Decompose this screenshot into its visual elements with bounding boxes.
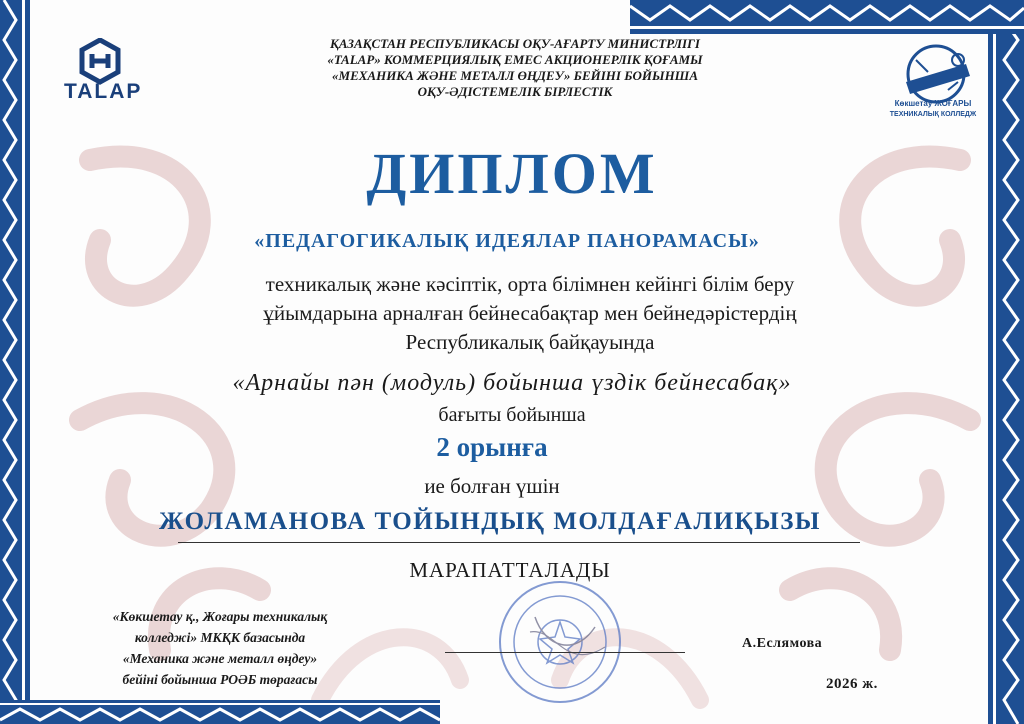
signer-name: А.Еслямова [742,636,823,651]
header-line-4: ОҚУ-ӘДІСТЕМЕЛІК БІРЛЕСТІК [417,84,613,99]
recipient-name [0,508,1024,536]
ministry-header [250,36,780,100]
recipient-name-text: ЖОЛАМАНОВА ТОЙЫНДЫҚ МОЛДАҒАЛИҚЫЗЫ [159,508,821,535]
header-line-2: «TALAP» КОММЕРЦИЯЛЫҚ ЕМЕС АКЦИОНЕРЛІК ҚОҒАМЫ [327,52,703,67]
for-achievement-text [0,474,1024,499]
header-line-3: «МЕХАНИКА ЖӘНЕ МЕТАЛЛ ӨҢДЕУ» БЕЙІНІ БОЙЫНША [332,68,698,83]
ornament-border-right [988,0,1024,724]
nomination-suffix: бағыты бойынша [438,404,586,426]
signature-line [445,652,685,653]
signer-position-line-2: колледжі» МКҚК базасында [134,630,306,645]
place-text: 2 орынға [436,432,548,462]
contest-description [150,270,910,357]
signer-position-line-3: «Механика және металл өңдеу» [122,651,318,666]
college-emblem-icon [888,42,978,122]
recipient-underline [178,542,860,543]
awarded-label: МАРАПАТТАЛАДЫ [409,558,611,582]
header-line-1: ҚАЗАҚСТАН РЕСПУБЛИКАСЫ ОҚУ-АҒАРТУ МИНИСТРЛІГІ [330,36,700,51]
description-line-3: Республикалық байқауында [405,330,655,354]
ornament-border-top [630,0,1024,34]
ornament-border-bottom [0,700,440,724]
signer-position-line-1: «Көкшетау қ., Жоғары техникалық [112,609,328,624]
svg-text:ТЕХНИКАЛЫҚ КОЛЛЕДЖ: ТЕХНИКАЛЫҚ КОЛЛЕДЖ [889,111,977,118]
place-awarded [0,432,1024,463]
description-line-1: техникалық және кәсіптік, орта білімнен кейінгі білім беру [265,272,795,296]
issue-year: 2026 ж. [826,676,878,692]
svg-text:Көкшетау ЖОҒАРЫ: Көкшетау ЖОҒАРЫ [894,99,972,108]
contest-name [0,230,1024,253]
official-stamp-icon [485,577,635,707]
talap-logo-text: TALAP [64,80,143,103]
signer-position [60,606,380,690]
diploma-title: ДИПЛОМ [366,141,658,206]
nomination-name: «Арнайы пән (модуль) бойынша үздік бейнесабақ» [232,370,792,396]
signer-position-line-4: бейіні бойынша РОӘБ төрағасы [122,672,318,687]
for-achievement-label: ие болған үшін [424,474,560,498]
ornament-border-left [0,0,30,724]
contest-name-text: «ПЕДАГОГИКАЛЫҚ ИДЕЯЛАР ПАНОРАМАСЫ» [254,230,760,252]
description-line-2: ұйымдарына арналған бейнесабақтар мен бейнедәрістердің [263,301,797,325]
